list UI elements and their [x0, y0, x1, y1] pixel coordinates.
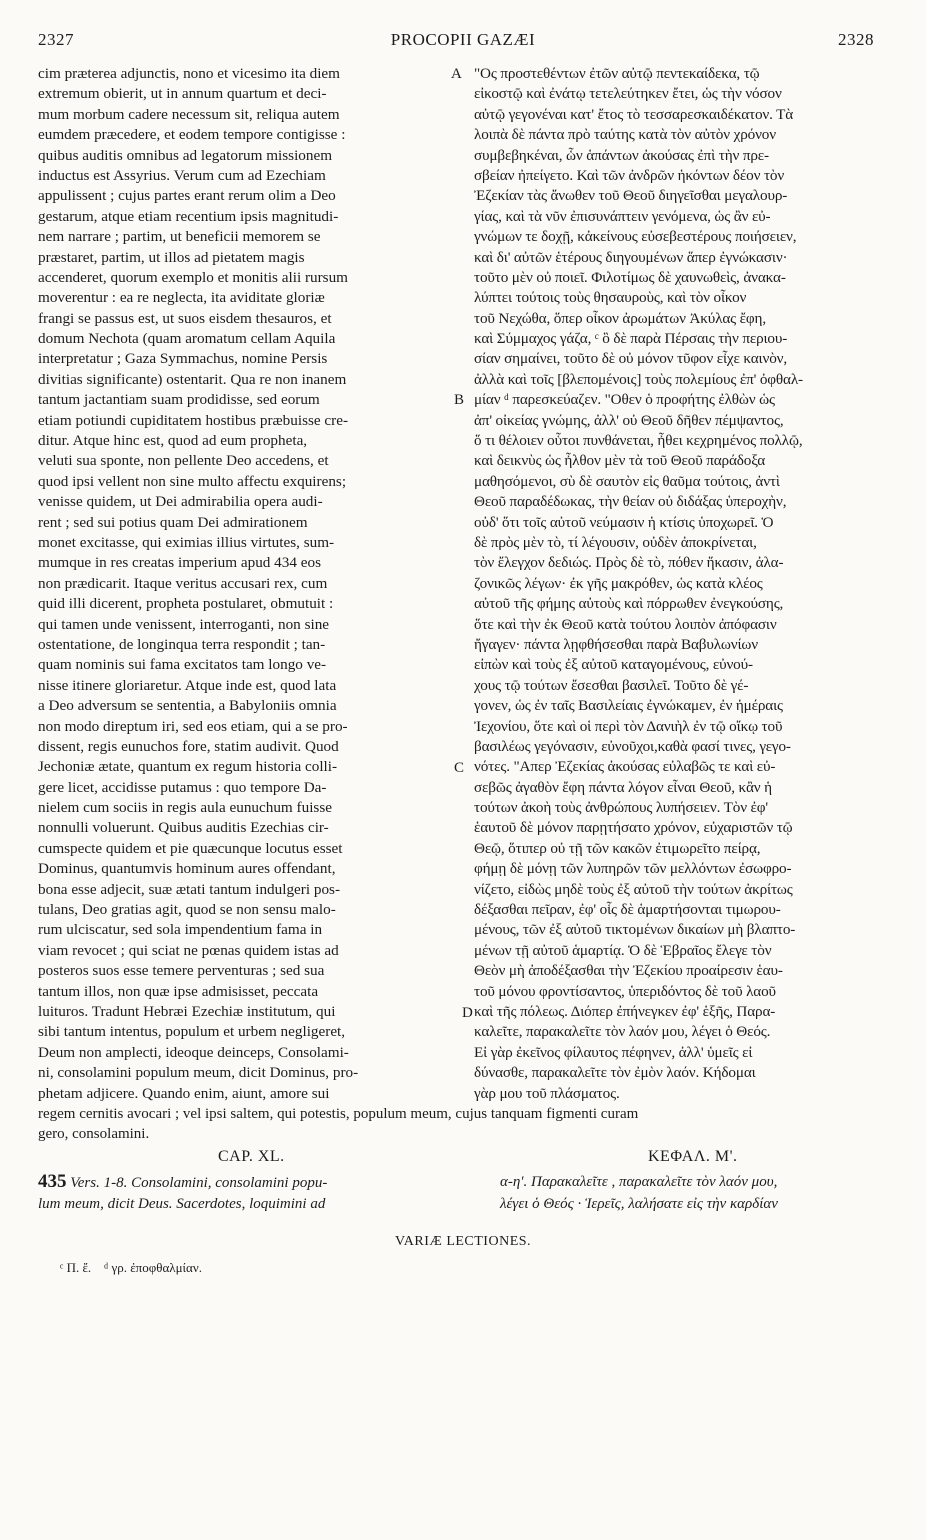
greek-text-line: Θεὸν μὴ ἀποδέξασθαι τὴν Ἐζεκίου προαίρεσιν ἑαυ-: [474, 962, 783, 980]
latin-text-line: nisse itinere gloriaretur. Atque inde est, quod lata: [38, 676, 337, 694]
greek-text-line: νίζετο, εἰδὼς μηδὲ τοὺς ἐξ αὐτοῦ τὴν τούτων ἀκρίτως: [474, 880, 793, 898]
latin-text-line: cim prætereа adjunctis, nono et vicesimo ita diem: [38, 65, 340, 82]
latin-text-line: non modo direptum iri, sed eos etiam, qui a se pro-: [38, 717, 348, 735]
greek-text-line: αὐτοῦ τῆς φήμης αὐτοὺς καὶ πόρρωθεν ἐνεγκούσης,: [474, 595, 784, 613]
greek-text-line: καὶ τῆς πόλεως. Διόπερ ἐπήνεγκεν ἐφ' ἑξῆς, Παρα-: [474, 1002, 776, 1020]
full-width-line: regem cernitis avocari ; vel ipsi saltem, qui potestis, populum meum, cujus tanquam figmenti curam: [38, 1106, 639, 1122]
greek-verse-line-2: λέγει ὁ Θεός · Ἱερεῖς, λαλήσατε εἰς τὴν καρδίαν: [500, 1196, 778, 1212]
greek-text-line: Ἐζεκίαν τὰς ἄνωθεν τοῦ Θεοῦ διηγεῖσθαι μεγαλουρ-: [474, 187, 788, 205]
greek-text-line: γίας, καὶ τὰ νῦν ἐπισυνάπτειν γενόμενα, ὡς ἂν εὐ-: [474, 207, 771, 225]
greek-text-line: ἀπ' οἰκείας γνώμης, ἀλλ' οὐ Θεοῦ δῆθεν πέμψαντος,: [474, 411, 784, 429]
greek-text-line: λύπτει τούτοις τοὺς θησαυροὺς, καὶ τὸν οἶκον: [474, 289, 747, 307]
latin-text-line: bona esse adjecit, suæ ætati tantum indulgeri pos-: [38, 880, 341, 898]
greek-text-line: ἀλλὰ καὶ τοῖς [βλεπομένοις] τοὺς πολεμίους ἐπ' ὀφθαλ-: [474, 370, 803, 388]
greek-text-line: τὸν ἔλεγχον δεδιώς. Πρὸς δὲ τὸ, πόθεν ἥκασιν, ἀλα-: [474, 554, 784, 572]
greek-text-line: συμβεβηκέναι, ὧν ἁπάντων ἀκούσας ἐπὶ τὴν πρε-: [474, 146, 769, 164]
latin-text-line: sibi tantum intentus, populum et urbem negligeret,: [38, 1023, 346, 1041]
latin-text-line: rum ulciscatur, sed sola impendentium fama in: [38, 921, 323, 939]
margin-marker-b: B: [454, 392, 465, 408]
latin-verse-line-1: [38, 1172, 327, 1193]
latin-text-line: quid illi dicerent, propheta postularet, obmutuit :: [38, 595, 334, 613]
greek-text-line: τούτων ἀκοὴ τοὺς ἀνθρώπους λυπήσειεν. Τὸν ἐφ': [474, 799, 768, 817]
latin-text-line: qui tamen unde venissent, interroganti, non sine: [38, 615, 330, 633]
column-number-435: 435: [38, 1171, 67, 1192]
footnotes: ᶜ Π. ἔ. ᵈ γρ. ἐποφθαλμίαν.: [60, 1260, 202, 1275]
variae-lectiones-heading: VARIÆ LECTIONES.: [394, 1234, 532, 1249]
latin-text-line: non prædicarit. Itaque veritus accusari rex, cum: [38, 574, 328, 592]
latin-text-line: gestarum, atque etiam recentium ipsis magnitudi-: [38, 207, 339, 225]
greek-text-line: μαθησόμενοι, σὺ δὲ σαυτὸν εἰς θαῦμα τούτοις, ἀντὶ: [474, 472, 780, 490]
latin-text-line: mumque in res creatas imperium apud 434 eos: [38, 554, 322, 572]
greek-text-line: δὲ πρὸς μὲν τὸ, τί λέγουσιν, οὐδὲν ἀποκρίνεται,: [474, 533, 757, 551]
page-number-left: 2327: [38, 30, 74, 49]
latin-text-line: frangi se passus est, ut suos eisdem thesauros, et: [38, 309, 332, 327]
latin-text-line: posteros suos esse temere perventuras ; sed sua: [38, 962, 325, 980]
latin-text-line: rent ; sed sui potius quam Dei admirationem: [38, 513, 308, 531]
latin-text-line: ostentatione, de longinqua terra respondit ; tan-: [38, 635, 326, 653]
greek-text-line: "Ος προστεθέντων ἐτῶν αὐτῷ πεντεκαίδεκα, τῷ: [474, 65, 760, 82]
greek-text-line: οὐδ' ὅτι τοῖς αὐτοῦ νεύμασιν ἡ κτίσις ὑποχωρεῖ. Ὁ: [474, 513, 774, 531]
greek-text-line: σβείαν ἠπείγετο. Καὶ τῶν ἀνδρῶν ἡκόντων δέον τὸν: [474, 166, 785, 184]
latin-verse-line-2: lum meum, dicit Deus. Sacerdotes, loquimini ad: [38, 1196, 326, 1212]
greek-text-line: ὅ τι θέλοιεν οὗτοι πυνθάνεται, ἦθει κεχρημένος πολλῷ,: [474, 432, 803, 450]
latin-text-line: tantum jactantiam suam prodidisse, sed eorum: [38, 391, 320, 409]
greek-text-line: καὶ δι' αὐτῶν ἑτέρους διηγουμένων ἅπερ ἐγνώκασιν·: [474, 248, 788, 266]
latin-text-line: etiam potiundi cupiditatem hostibus præbuisse cre-: [38, 411, 349, 429]
latin-text-line: viam revocet ; qui sciat ne pœnas quidem istas ad: [38, 941, 339, 959]
greek-text-line: μένους, τῶν ἐξ αὐτοῦ τικτομένων δικαίων μὴ βλαπτο-: [474, 921, 796, 939]
greek-text-line: Εἰ γὰρ ἐκεῖνος φίλαυτος πέφηνεν, ἀλλ' ὑμεῖς εἰ: [474, 1043, 753, 1061]
greek-text-line: Θεῷ, ὅτιπερ οὐ τῇ τῶν κακῶν ἐτιμωρεῖτο πείρᾳ,: [474, 839, 761, 857]
latin-text-line: ditur. Atque hinc est, quod ad eum propheta,: [38, 432, 308, 450]
latin-text-line: domum Nechota (quam aromatum cellam Aquila: [38, 330, 336, 348]
margin-marker-a: A: [451, 66, 462, 82]
greek-text-line: εἰπὼν καὶ τοὺς ἐξ αὐτοῦ καταγομένους, εὐνού-: [474, 656, 753, 674]
latin-text-line: moverentur : ea re neglecta, ita aviditate gloriæ: [38, 289, 325, 307]
chapter-heading-latin: CAP. XL.: [218, 1148, 285, 1165]
latin-text-line: a Deo adversum se sententia, a Babyloniis omnia: [38, 697, 337, 715]
latin-text-line: Jechoniæ ætate, quantum ex regum historia colli-: [38, 758, 338, 776]
latin-text-line: quod ipsi vellent non sine multo affectu exquirens;: [38, 472, 347, 490]
greek-text-line: δέξασθαι πεῖραν, ἐφ' οἷς δὲ ἁμαρτήσονται τιμωρου-: [474, 901, 781, 919]
chapter-heading-greek: ΚΕΦΑΛ. Μ'.: [648, 1148, 738, 1165]
greek-text-line: Θεοῦ παραδέδωκας, τὴν θείαν οὐ διδάξας ὑπεροχὴν,: [474, 493, 787, 511]
latin-text-line: quam nominis sui fama excitatos tam longo ve-: [38, 656, 327, 674]
greek-text-line: καὶ Σύμμαχος γάζα, ᶜ ὃ δὲ παρὰ Πέρσαις τὴν περιου-: [474, 330, 788, 348]
latin-text-line: phetam adjicere. Quando enim, aiunt, amore sui: [38, 1084, 330, 1102]
greek-text-line: γνώμων τε δοχῇ, κἀκείνους εὐσεβεστέρους ποιήσειεν,: [474, 228, 797, 246]
greek-text-line: τοῦ μόνου φροντίσαντος, ὑπεριδόντος δὲ τοῦ λαοῦ: [474, 982, 776, 1000]
greek-text-line: σεβῶς ἀγαθὸν ἔφη πάντα λόγον εἶναι Θεοῦ, κἂν ἡ: [474, 778, 772, 796]
latin-text-line: nem narrare ; partim, ut beneficii memorem se: [38, 228, 321, 246]
latin-text-line: accenderet, quorum exemplo et monitis alii rursum: [38, 268, 348, 286]
greek-text-line: ἑαυτοῦ δὲ μόνον παρῃτήσατο χρόνον, εὐχαριστῶν τῷ: [474, 819, 793, 837]
latin-text-line: quibus auditis omnibus ad legatorum missionem: [38, 146, 333, 164]
latin-text-line: divitias significante) ostentarit. Qua re non inanem: [38, 370, 347, 388]
latin-text-line: eumdem præcedere, et eodem tempore contigisse :: [38, 126, 346, 144]
greek-text-line: καὶ δεικνὺς ὡς ἦλθον μὲν τὰ τοῦ Θεοῦ παράδοξα: [474, 452, 766, 470]
latin-text-line: monet excitasse, qui eximias illius virtutes, sum-: [38, 533, 335, 551]
greek-text-line: αὐτῷ γεγονέναι κατ' ἔτος τὸ τεσσαρεσκαιδέκατον. Τὰ: [474, 105, 794, 123]
latin-text-line: Dominus, quantumvis hominum aures offendant,: [38, 860, 336, 878]
greek-verse-line-1: α-η'. Παρακαλεῖτε , παρακαλεῖτε τὸν λαόν μου,: [500, 1174, 778, 1190]
latin-text-line: nielem cum sociis in regis aula eunuchum fuisse: [38, 799, 332, 817]
greek-text-line: σίαν σημαίνει, τοῦτο δὲ οὐ μόνον τῦφον εἶχε καινὸν,: [474, 350, 788, 368]
latin-text-line: gere licet, accidisse putamus : quo tempore Da-: [38, 778, 327, 796]
latin-text-line: tantum illos, non quæ ipse admisisset, peccata: [38, 982, 319, 1000]
greek-text-line: βασιλέως γεγόνασιν, εὐνοῦχοι,καθὰ φασί τινες, γεγο-: [474, 737, 791, 755]
latin-closing-line: gero, consolamini.: [38, 1126, 150, 1142]
latin-text-line: inductus est Assyrius. Verum cum ad Ezechiam: [38, 166, 326, 184]
greek-text-line: νότες. "Απερ Ἐζεκίας ἀκούσας εὐλαβῶς τε καὶ εὐ-: [474, 758, 776, 776]
latin-text-line: ni, consolamini populum meum, dicit Dominus, pro-: [38, 1064, 359, 1082]
greek-text-line: καλεῖτε, παρακαλεῖτε τὸν λαόν μου, λέγει ὁ Θεός.: [474, 1023, 771, 1041]
greek-text-line: ὅτε καὶ τὴν ἐκ Θεοῦ κατὰ τούτου λοιπὸν ἀπόφασιν: [474, 615, 777, 633]
latin-text-line: appulissent ; cujus partes erant rerum olim a Deo: [38, 187, 336, 205]
greek-text-line: λοιπὰ δὲ πάντα πρὸ ταύτης κατὰ τὸν αὐτὸν χρόνον: [474, 126, 776, 144]
latin-text-line: veluti sua sponte, non pellente Deo accedens, et: [38, 452, 329, 470]
latin-column: [38, 64, 458, 1104]
greek-text-line: γονεν, ὡς ἐν ταῖς Βασιλείαις ἐγνώκαμεν, ἐν ἡμέραις: [474, 697, 783, 715]
greek-text-line: τοῦ Νεχώθα, ὅπερ οἶκον ἀρωμάτων Ἀκύλας ἔφη,: [474, 309, 766, 327]
latin-text-line: nonnulli voluerunt. Quibus auditis Ezechias cir-: [38, 819, 329, 837]
greek-text-line: φήμῃ δὲ μόνῃ τῶν λυπηρῶν τῶν μελλόντων ἐσωφρο-: [474, 860, 792, 878]
latin-text-line: cumspecte quidem et pie quæcunque locutus esset: [38, 839, 343, 857]
latin-text-line: Deum non amplecti, ideoque deinceps, Consolami-: [38, 1043, 349, 1061]
margin-marker-d: D: [462, 1005, 473, 1021]
greek-text-line: τοῦτο μὲν οὐ ποιεῖ. Φιλοτίμως δὲ χαυνωθεὶς, ἀνακα-: [474, 268, 786, 286]
latin-text-line: præstaret, partim, ut illos ad pietatem magis: [38, 248, 305, 266]
greek-text-line: εἰκοστῷ καὶ ἐνάτῳ τετελεύτηκεν ἔτει, ὡς τὴν νόσον: [474, 85, 782, 103]
latin-text-line: dissent, regis eunuchos fore, statim audivit. Quod: [38, 737, 339, 755]
greek-text-line: Ἰεχονίου, ὅτε καὶ οἱ περὶ τὸν Δανιὴλ ἐν τῷ οἴκῳ τοῦ: [474, 717, 783, 735]
greek-text-line: δύνασθε, παρακαλεῖτε τὸν ἐμὸν λαόν. Κήδομαι: [474, 1064, 756, 1082]
latin-text-line: venisse quidem, ut Dei admirabilia opera audi-: [38, 493, 323, 511]
latin-text-line: luituros. Tradunt Hebræi Ezechiæ institutum, qui: [38, 1002, 336, 1020]
latin-text-line: tulans, Deo gratias agit, quod se non sensu malo-: [38, 901, 336, 919]
page-number-right: 2328: [838, 30, 874, 49]
greek-text-line: χους τῷ τούτων ἔσεσθαι βασιλεῖ. Τοῦτο δὲ γέ-: [474, 676, 749, 694]
greek-text-line: μίαν ᵈ παρεσκεύαζεν. "Οθεν ὁ προφήτης ἐλθὼν ὡς: [474, 391, 775, 409]
margin-marker-c: C: [454, 760, 465, 776]
latin-text-line: extremum obierit, ut in annum quartum et deci-: [38, 85, 327, 103]
page-title: PROCOPII GAZÆI: [390, 30, 536, 49]
greek-text-line: ἤγαγεν· πάντα λῃφθήσεσθαι παρὰ Βαβυλωνίων: [474, 635, 758, 653]
greek-text-line: ζονικῶς λέγων· ἐκ γῆς μακρόθεν, ὡς κατὰ κλέος: [474, 574, 763, 592]
greek-column: [474, 64, 894, 1104]
greek-text-line: μένων τῇ αὐτοῦ ἁμαρτίᾳ. Ὁ δὲ Ἑβραῖος ἔλεγε τὸν: [474, 941, 772, 959]
latin-text-line: mum morbum cadere necessum sit, reliqua autem: [38, 105, 340, 123]
greek-text-line: γὰρ μου τοῦ πλάσματος.: [474, 1084, 620, 1102]
latin-verse-text-1: Vers. 1-8. Consolamini, consolamini popu-: [70, 1175, 328, 1191]
latin-text-line: interpretatur ; Gaza Symmachus, nomine Persis: [38, 350, 328, 368]
